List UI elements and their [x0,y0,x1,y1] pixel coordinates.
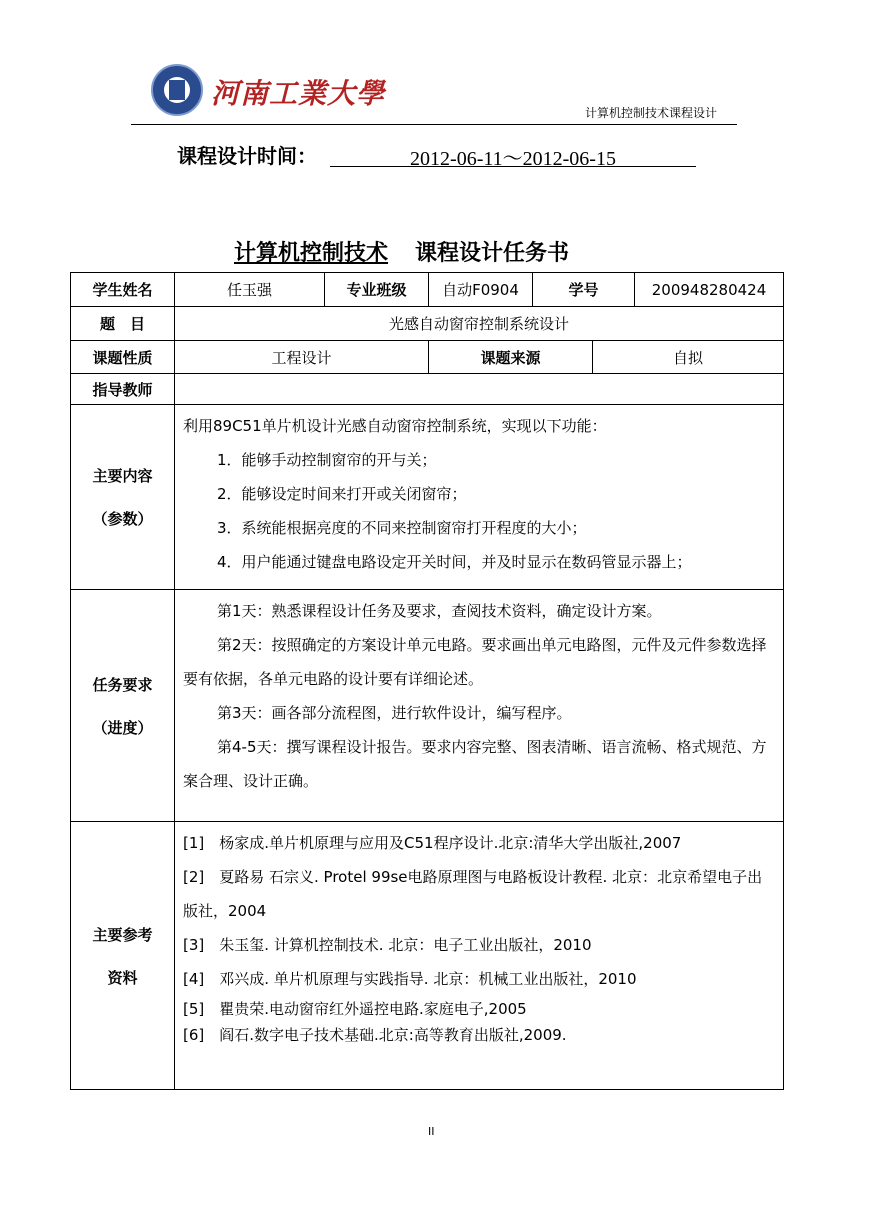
task-item: 第1天：熟悉课程设计任务及要求，查阅技术资料，确定设计方案。 [217,602,662,620]
advisor-value [175,374,784,405]
task-item: 第4-5天：撰写课程设计报告。要求内容完整、图表清晰、语言流畅、格式规范、方案合理、设计正确。 [183,738,767,790]
document-title [230,236,569,267]
student-name-label: 学生姓名 [71,273,175,307]
nature-value: 工程设计 [175,341,429,374]
task-item: 第2天：按照确定的方案设计单元电路。要求画出单元电路图，元件及元件参数选择要有依据，各单元电路的设计要有详细论述。 [183,636,767,688]
course-time-label: 课程设计时间： [177,144,317,168]
reference-sub: 资料 [107,968,138,987]
student-id: 200948280424 [635,273,784,307]
task-requirements [175,590,784,822]
task-label: 任务要求 [92,675,153,694]
main-content-sub: （参数） [92,510,153,528]
course-time-value: 2012-06-11～2012-06-15 [330,142,696,167]
topic-value: 光感自动窗帘控制系统设计 [175,307,784,341]
reference-item: [3] 朱玉玺. 计算机控制技术. 北京：电子工业出版社，2010 [183,936,592,954]
student-name: 任玉强 [175,273,325,307]
task-label-cell [71,590,175,822]
header-course-name: 计算机控制技术课程设计 [584,106,717,120]
main-content-line: 2．能够设定时间来打开或关闭窗帘； [217,485,467,503]
task-sub: （进度） [92,718,153,737]
reference-label-cell [71,822,175,1090]
page-header [131,60,737,125]
source-label: 课题来源 [429,341,593,374]
reference-item: [5] 瞿贵荣.电动窗帘红外遥控电路.家庭电子,2005 [183,1000,527,1018]
main-content-line: 利用89C51单片机设计光感自动窗帘控制系统，实现以下功能： [183,417,607,435]
main-content-line: 4．用户能通过键盘电路设定开关时间，并及时显示在数码管显示器上； [217,553,692,571]
class-label: 专业班级 [325,273,429,307]
advisor-label: 指导教师 [71,374,175,405]
reference-item: [2] 夏路易 石宗义. Protel 99se电路原理图与电路板设计教程. 北京：北京希望电子出版社，2004 [183,868,763,920]
main-content-line: 1．能够手动控制窗帘的开与关； [217,451,437,469]
topic-label: 题 目 [71,307,175,341]
main-content [175,405,784,590]
university-emblem-icon [151,64,203,116]
nature-label: 课题性质 [71,341,175,374]
reference-item: [6] 阎石.数字电子技术基础.北京:高等教育出版社,2009. [183,1026,567,1044]
reference-item: [4] 邓兴成. 单片机原理与实践指导. 北京：机械工业出版社，2010 [183,970,637,988]
main-content-label: 主要内容 [92,467,153,485]
task-table [70,272,784,1090]
main-content-label-cell [71,405,175,590]
reference-item: [1] 杨家成.单片机原理与应用及C51程序设计.北京:清华大学出版社,2007 [183,834,682,852]
student-id-label: 学号 [533,273,635,307]
main-content-line: 3．系统能根据亮度的不同来控制窗帘打开程度的大小； [217,519,587,537]
page-number: II [428,1125,435,1138]
task-item: 第3天：画各部分流程图，进行软件设计，编写程序。 [217,704,572,722]
source-value: 自拟 [593,341,784,374]
reference-label: 主要参考 [92,925,153,944]
title-rest: 课程设计任务书 [415,241,570,266]
reference-list [175,822,784,1090]
university-logo-text: 河南工業大學 [211,77,386,110]
class-value: 自动F0904 [429,273,533,307]
title-course: 计算机控制技术 [234,241,389,266]
